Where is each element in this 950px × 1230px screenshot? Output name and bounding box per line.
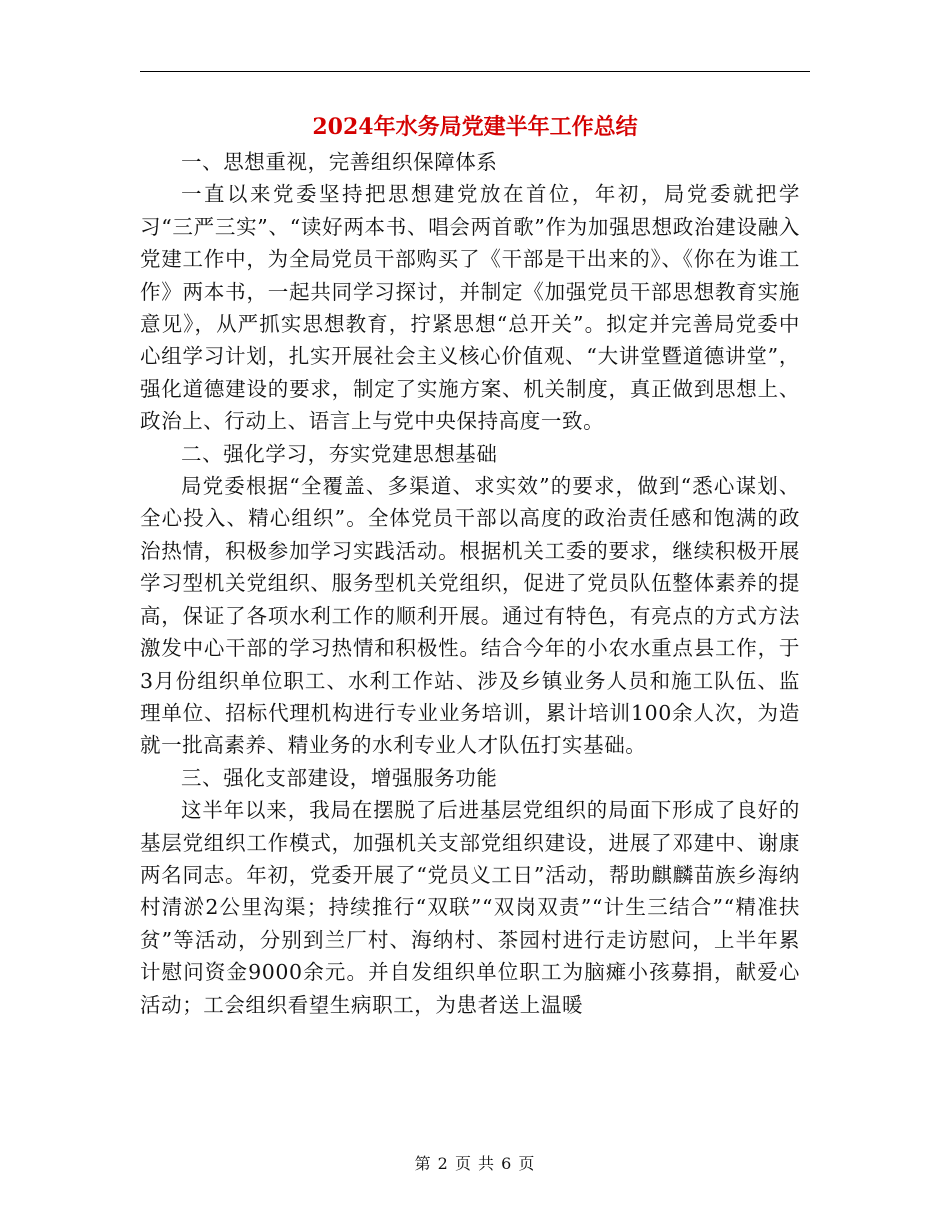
document-title: 2024年水务局党建半年工作总结 xyxy=(312,114,638,140)
section-paragraph-1: 一直以来党委坚持把思想建党放在首位，年初，局党委就把学习“三严三实”、“读好两本书、唱会两首歌”作为加强思想政治建设融入党建工作中，为全局党员干部购买了《干部是干出来的》、《你在为谁工作》两本书，一起共同学习探讨，并制定《加强党员干部思想教育实施意见》，从严抓实思想教育，拧紧思想“总开关”。拟定并完善局党委中心组学习计划，扎实开展社会主义核心价值观、“大讲堂暨道德讲堂”，强化道德建设的要求，制定了实施方案、机关制度，真正做到思想上、政治上、行动上、语言上与党中央保持高度一致。 xyxy=(140,182,800,434)
section-paragraph-2: 局党委根据“全覆盖、多渠道、求实效”的要求，做到“悉心谋划、全心投入、精心组织”。全体党员干部以高度的政治责任感和饱满的政治热情，积极参加学习实践活动。根据机关工委的要求，继续积极开展学习型机关党组织、服务型机关党组织，促进了党员队伍整体素养的提高，保证了各项水利工作的顺利开展。通过有特色，有亮点的方式方法激发中心干部的学习热情和积极性。结合今年的小农水重点县工作，于3月份组织单位职工、水利工作站、涉及乡镇业务人员和施工队伍、监理单位、招标代理机构进行专业业务培训，累计培训100余人次，为造就一批高素养、精业务的水利专业人才队伍打实基础。 xyxy=(140,474,800,758)
header-rule xyxy=(140,71,810,72)
section-heading-1: 一、思想重视，完善组织保障体系 xyxy=(181,150,498,174)
document-body xyxy=(140,146,800,1021)
page-number-footer: 第 2 页 共 6 页 xyxy=(414,1154,536,1173)
section-heading-3: 三、强化支部建设，增强服务功能 xyxy=(181,765,498,790)
section-paragraph-3: 这半年以来，我局在摆脱了后进基层党组织的局面下形成了良好的基层党组织工作模式，加强机关支部党组织建设，进展了邓建中、谢康两名同志。年初，党委开展了“党员义工日”活动，帮助麒麟苗族乡海纳村清淤2公里沟渠；持续推行“双联”“双岗双责”“计生三结合”“精准扶贫”等活动，分别到兰厂村、海纳村、茶园村进行走访慰问，上半年累计慰问资金9000余元。并自发组织单位职工为脑瘫小孩募捐，献爱心活动；工会组织看望生病职工，为患者送上温暖 xyxy=(140,798,800,1017)
section-heading-2: 二、强化学习，夯实党建思想基础 xyxy=(181,441,498,466)
